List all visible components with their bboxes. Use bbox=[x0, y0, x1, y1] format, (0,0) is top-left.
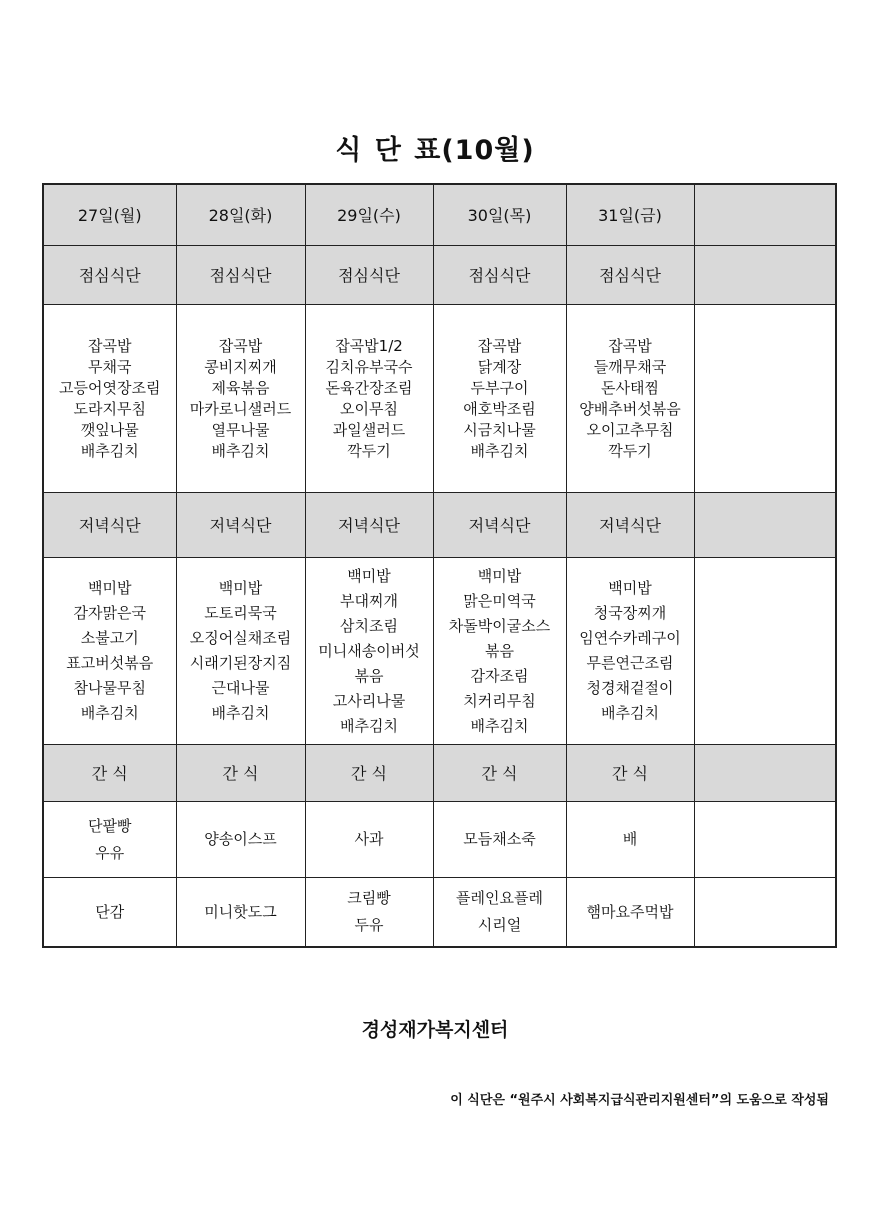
menu-item: 돈육간장조림 bbox=[325, 378, 413, 397]
dinner-label: 저녁식단 bbox=[566, 493, 694, 558]
lunch-cell bbox=[566, 305, 694, 493]
snack-label: 간 식 bbox=[176, 745, 305, 802]
menu-item: 감자조림 bbox=[470, 666, 529, 685]
menu-item: 배추김치 bbox=[211, 441, 270, 460]
snack-label-row bbox=[43, 745, 836, 802]
lunch-cell bbox=[43, 305, 176, 493]
snack1-row bbox=[43, 802, 836, 878]
snack-label: 간 식 bbox=[43, 745, 176, 802]
day-header bbox=[694, 184, 836, 246]
snack1-cell bbox=[566, 802, 694, 878]
menu-item: 사과 bbox=[354, 830, 384, 848]
menu-item: 잡곡밥 bbox=[477, 336, 522, 355]
menu-item: 깍두기 bbox=[608, 441, 652, 460]
lunch-label: 점심식단 bbox=[305, 246, 433, 305]
snack2-row bbox=[43, 878, 836, 948]
lunch-label: 점심식단 bbox=[43, 246, 176, 305]
dinner-cell bbox=[694, 558, 836, 745]
snack-label: 간 식 bbox=[305, 745, 433, 802]
menu-item: 표고버섯볶음 bbox=[66, 654, 154, 672]
day-header: 31일(금) bbox=[566, 184, 694, 246]
menu-item: 두유 bbox=[354, 916, 384, 934]
menu-item: 도토리묵국 bbox=[204, 604, 277, 622]
menu-item: 콩비지찌개 bbox=[204, 357, 277, 376]
lunch-cell bbox=[305, 305, 433, 493]
menu-item: 백미밥 bbox=[218, 579, 263, 597]
menu-item: 깍두기 bbox=[347, 441, 391, 460]
dinner-label: 저녁식단 bbox=[43, 493, 176, 558]
menu-item: 고사리나물 bbox=[332, 691, 406, 710]
menu-item: 청국장찌개 bbox=[593, 604, 667, 622]
lunch-label-row bbox=[43, 246, 836, 305]
menu-item: 두부구이 bbox=[470, 378, 529, 397]
menu-item: 고등어엿장조림 bbox=[59, 378, 161, 397]
menu-item: 마카로니샐러드 bbox=[189, 399, 292, 418]
dinner-label-row bbox=[43, 493, 836, 558]
menu-item: 백미밥 bbox=[608, 579, 652, 597]
lunch-cell bbox=[176, 305, 305, 493]
menu-item: 감자맑은국 bbox=[73, 604, 146, 622]
menu-item: 볶음 bbox=[354, 666, 384, 685]
menu-item: 플레인요플레 bbox=[456, 889, 543, 907]
lunch-cell bbox=[433, 305, 566, 493]
dinner-cell bbox=[566, 558, 694, 745]
menu-item: 단팥빵 bbox=[88, 816, 132, 835]
menu-item: 제육볶음 bbox=[211, 378, 270, 397]
menu-item: 잡곡밥1/2 bbox=[335, 336, 403, 355]
menu-item: 깻잎나물 bbox=[80, 420, 139, 439]
footnote: 이 식단은 “원주시 사회복지급식관리지원센터”의 도움으로 작성됨 bbox=[450, 1093, 829, 1108]
lunch-label: 점심식단 bbox=[566, 246, 694, 305]
menu-item: 단감 bbox=[95, 902, 125, 921]
menu-item: 배 bbox=[622, 830, 638, 848]
menu-item: 시래기된장지짐 bbox=[189, 654, 292, 672]
menu-item: 백미밥 bbox=[88, 579, 132, 597]
menu-item: 오징어실채조림 bbox=[189, 629, 292, 647]
menu-item: 오이고추무침 bbox=[586, 420, 674, 439]
day-header: 28일(화) bbox=[176, 184, 305, 246]
empty-cell bbox=[694, 745, 836, 802]
menu-item: 삼치조림 bbox=[340, 616, 398, 635]
snack2-cell bbox=[43, 878, 176, 948]
snack1-cell bbox=[694, 802, 836, 878]
snack2-cell bbox=[305, 878, 433, 948]
menu-item: 애호박조림 bbox=[463, 399, 536, 418]
dinner-cell bbox=[43, 558, 176, 745]
lunch-cell bbox=[694, 305, 836, 493]
snack1-cell bbox=[176, 802, 305, 878]
menu-item: 과일샐러드 bbox=[332, 420, 406, 439]
dinner-label: 저녁식단 bbox=[433, 493, 566, 558]
menu-item: 잡곡밥 bbox=[218, 336, 263, 355]
menu-item: 햄마요주먹밥 bbox=[586, 902, 674, 921]
menu-item: 배추김치 bbox=[80, 441, 139, 460]
menu-table bbox=[42, 183, 837, 948]
menu-item: 차돌박이굴소스 bbox=[448, 616, 551, 635]
day-header: 30일(목) bbox=[433, 184, 566, 246]
snack1-cell bbox=[433, 802, 566, 878]
lunch-row bbox=[43, 305, 836, 493]
empty-cell bbox=[694, 246, 836, 305]
day-header: 29일(수) bbox=[305, 184, 433, 246]
page-title: 식 단 표(10월) bbox=[335, 135, 535, 166]
menu-item: 청경채겉절이 bbox=[586, 679, 674, 697]
dinner-cell bbox=[305, 558, 433, 745]
menu-item: 미니새송이버섯 bbox=[318, 641, 420, 660]
menu-item: 시리얼 bbox=[477, 916, 522, 934]
menu-item: 들깨무채국 bbox=[593, 357, 667, 376]
menu-item: 볶음 bbox=[485, 641, 514, 660]
menu-item: 무채국 bbox=[88, 357, 132, 376]
day-header-row bbox=[43, 184, 836, 246]
day-header: 27일(월) bbox=[43, 184, 176, 246]
menu-item: 잡곡밥 bbox=[88, 336, 132, 355]
menu-item: 배추김치 bbox=[340, 716, 398, 735]
menu-item: 배추김치 bbox=[470, 441, 529, 460]
menu-item: 근대나물 bbox=[211, 679, 270, 697]
dinner-label: 저녁식단 bbox=[305, 493, 433, 558]
snack-label: 간 식 bbox=[433, 745, 566, 802]
menu-item: 소불고기 bbox=[80, 629, 139, 647]
menu-item: 참나물무침 bbox=[73, 679, 146, 697]
menu-item: 부대찌개 bbox=[340, 591, 398, 610]
menu-item: 돈사태찜 bbox=[601, 378, 659, 397]
menu-item: 미니핫도그 bbox=[204, 902, 277, 921]
dinner-row bbox=[43, 558, 836, 745]
menu-item: 양배추버섯볶음 bbox=[579, 399, 681, 418]
menu-item: 임연수카레구이 bbox=[579, 629, 681, 647]
snack-label: 간 식 bbox=[566, 745, 694, 802]
menu-item: 닭계장 bbox=[477, 357, 522, 376]
snack1-cell bbox=[43, 802, 176, 878]
menu-item: 시금치나물 bbox=[463, 420, 536, 439]
menu-item: 도라지무침 bbox=[73, 399, 146, 418]
menu-item: 백미밥 bbox=[477, 566, 522, 585]
dinner-label: 저녁식단 bbox=[176, 493, 305, 558]
menu-item: 백미밥 bbox=[347, 566, 391, 585]
snack2-cell bbox=[694, 878, 836, 948]
snack2-cell bbox=[433, 878, 566, 948]
dinner-cell bbox=[176, 558, 305, 745]
snack2-cell bbox=[176, 878, 305, 948]
menu-item: 열무나물 bbox=[211, 420, 270, 439]
lunch-label: 점심식단 bbox=[433, 246, 566, 305]
center-name: 경성재가복지센터 bbox=[361, 1019, 509, 1041]
menu-item: 오이무침 bbox=[340, 399, 398, 418]
menu-item: 모듬채소죽 bbox=[463, 830, 536, 848]
menu-item: 배추김치 bbox=[80, 704, 139, 722]
menu-item: 무른연근조림 bbox=[586, 654, 674, 672]
snack2-cell bbox=[566, 878, 694, 948]
empty-cell bbox=[694, 493, 836, 558]
menu-item: 배추김치 bbox=[601, 704, 659, 722]
menu-item: 양송이스프 bbox=[204, 830, 277, 848]
menu-item: 우유 bbox=[95, 843, 125, 862]
menu-item: 치커리무침 bbox=[463, 691, 536, 710]
menu-item: 배추김치 bbox=[211, 704, 270, 722]
menu-item: 맑은미역국 bbox=[463, 591, 536, 610]
lunch-label: 점심식단 bbox=[176, 246, 305, 305]
menu-item: 배추김치 bbox=[470, 716, 529, 735]
dinner-cell bbox=[433, 558, 566, 745]
snack1-cell bbox=[305, 802, 433, 878]
menu-item: 잡곡밥 bbox=[608, 336, 652, 355]
menu-item: 김치유부국수 bbox=[325, 357, 413, 376]
menu-item: 크림빵 bbox=[347, 889, 391, 907]
